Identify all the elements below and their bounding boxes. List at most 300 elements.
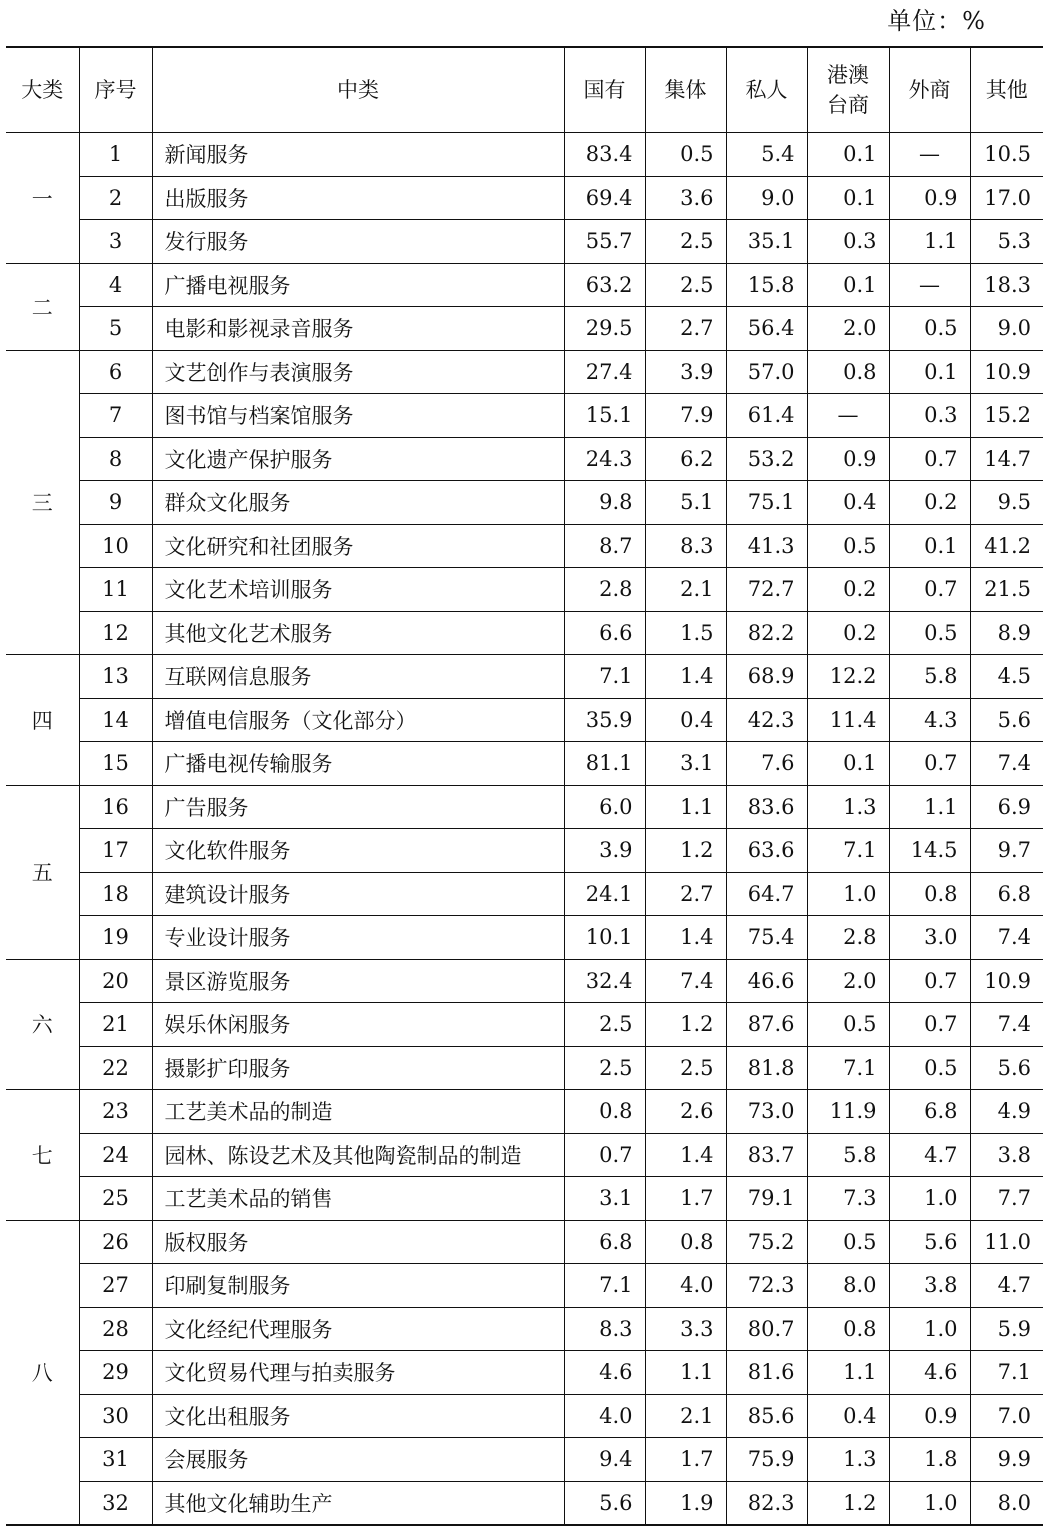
table-row [6,1481,1043,1525]
private-cell: 5.4 [726,133,807,177]
table-row [6,176,1043,220]
hk-macao-taiwan-cell: 7.3 [807,1177,889,1221]
table-row [6,220,1043,264]
state-owned-cell: 0.7 [564,1133,645,1177]
state-owned-cell: 29.5 [564,307,645,351]
state-owned-cell: 27.4 [564,350,645,394]
table-row [6,959,1043,1003]
hk-macao-taiwan-cell: 0.1 [807,742,889,786]
foreign-cell: 1.0 [889,1307,970,1351]
foreign-cell: 3.0 [889,916,970,960]
private-cell: 75.9 [726,1438,807,1482]
hk-macao-taiwan-cell: 0.2 [807,611,889,655]
foreign-cell: 4.7 [889,1133,970,1177]
table-row [6,524,1043,568]
seq-cell: 28 [79,1307,152,1351]
private-cell: 82.3 [726,1481,807,1525]
header-private: 私人 [726,47,807,133]
foreign-cell: 0.1 [889,524,970,568]
name-cell: 其他文化艺术服务 [152,611,564,655]
state-owned-cell: 63.2 [564,263,645,307]
state-owned-cell: 2.8 [564,568,645,612]
name-cell: 文艺创作与表演服务 [152,350,564,394]
name-cell: 出版服务 [152,176,564,220]
foreign-cell: 0.1 [889,350,970,394]
state-owned-cell: 4.0 [564,1394,645,1438]
table-row [6,1264,1043,1308]
collective-cell: 5.1 [645,481,726,525]
table-row [6,1307,1043,1351]
foreign-cell: 0.5 [889,1046,970,1090]
name-cell: 电影和影视录音服务 [152,307,564,351]
seq-cell: 12 [79,611,152,655]
header-foreign: 外商 [889,47,970,133]
foreign-cell: 0.7 [889,742,970,786]
hk-macao-taiwan-cell: 1.3 [807,1438,889,1482]
foreign-cell: 4.3 [889,698,970,742]
table-row [6,1220,1043,1264]
seq-cell: 27 [79,1264,152,1308]
private-cell: 81.6 [726,1351,807,1395]
other-cell: 5.6 [970,698,1043,742]
collective-cell: 2.1 [645,1394,726,1438]
other-cell: 6.8 [970,872,1043,916]
collective-cell: 1.4 [645,1133,726,1177]
other-cell: 8.0 [970,1481,1043,1525]
header-hk-line1: 港澳 [827,63,869,87]
collective-cell: 4.0 [645,1264,726,1308]
state-owned-cell: 0.8 [564,1090,645,1134]
other-cell: 7.0 [970,1394,1043,1438]
hk-macao-taiwan-cell: — [807,394,889,438]
private-cell: 15.8 [726,263,807,307]
table-row [6,568,1043,612]
table-body [6,133,1043,1526]
seq-cell: 23 [79,1090,152,1134]
other-cell: 10.5 [970,133,1043,177]
collective-cell: 2.6 [645,1090,726,1134]
unit-label: 单位：% [887,7,986,35]
name-cell: 摄影扩印服务 [152,1046,564,1090]
state-owned-cell: 32.4 [564,959,645,1003]
foreign-cell: 1.8 [889,1438,970,1482]
seq-cell: 15 [79,742,152,786]
state-owned-cell: 24.1 [564,872,645,916]
table-row [6,1046,1043,1090]
state-owned-cell: 7.1 [564,1264,645,1308]
name-cell: 版权服务 [152,1220,564,1264]
foreign-cell: 0.7 [889,1003,970,1047]
table-row [6,916,1043,960]
hk-macao-taiwan-cell: 11.9 [807,1090,889,1134]
collective-cell: 1.4 [645,916,726,960]
collective-cell: 2.5 [645,263,726,307]
hk-macao-taiwan-cell: 1.2 [807,1481,889,1525]
state-owned-cell: 8.7 [564,524,645,568]
other-cell: 41.2 [970,524,1043,568]
hk-macao-taiwan-cell: 0.8 [807,350,889,394]
private-cell: 56.4 [726,307,807,351]
table-row [6,1177,1043,1221]
hk-macao-taiwan-cell: 12.2 [807,655,889,699]
name-cell: 发行服务 [152,220,564,264]
name-cell: 群众文化服务 [152,481,564,525]
hk-macao-taiwan-cell: 8.0 [807,1264,889,1308]
category-cell: 七 [6,1090,79,1221]
hk-macao-taiwan-cell: 1.0 [807,872,889,916]
name-cell: 娱乐休闲服务 [152,1003,564,1047]
other-cell: 11.0 [970,1220,1043,1264]
collective-cell: 1.2 [645,829,726,873]
data-table [6,46,1043,1526]
state-owned-cell: 2.5 [564,1046,645,1090]
hk-macao-taiwan-cell: 0.1 [807,263,889,307]
other-cell: 10.9 [970,959,1043,1003]
name-cell: 建筑设计服务 [152,872,564,916]
state-owned-cell: 15.1 [564,394,645,438]
private-cell: 57.0 [726,350,807,394]
collective-cell: 3.3 [645,1307,726,1351]
other-cell: 7.4 [970,1003,1043,1047]
seq-cell: 24 [79,1133,152,1177]
collective-cell: 2.7 [645,872,726,916]
seq-cell: 13 [79,655,152,699]
name-cell: 文化艺术培训服务 [152,568,564,612]
foreign-cell: 0.3 [889,394,970,438]
header-hk-line2: 台商 [827,93,869,117]
state-owned-cell: 81.1 [564,742,645,786]
other-cell: 14.7 [970,437,1043,481]
collective-cell: 1.7 [645,1177,726,1221]
other-cell: 8.9 [970,611,1043,655]
foreign-cell: 1.0 [889,1177,970,1221]
hk-macao-taiwan-cell: 7.1 [807,1046,889,1090]
seq-cell: 2 [79,176,152,220]
foreign-cell: 0.5 [889,611,970,655]
foreign-cell: 5.8 [889,655,970,699]
state-owned-cell: 83.4 [564,133,645,177]
private-cell: 68.9 [726,655,807,699]
foreign-cell: 14.5 [889,829,970,873]
collective-cell: 1.2 [645,1003,726,1047]
foreign-cell: 5.6 [889,1220,970,1264]
table-row [6,263,1043,307]
seq-cell: 16 [79,785,152,829]
private-cell: 82.2 [726,611,807,655]
state-owned-cell: 6.0 [564,785,645,829]
hk-macao-taiwan-cell: 2.8 [807,916,889,960]
seq-cell: 11 [79,568,152,612]
name-cell: 景区游览服务 [152,959,564,1003]
hk-macao-taiwan-cell: 5.8 [807,1133,889,1177]
collective-cell: 1.1 [645,785,726,829]
table-row [6,1003,1043,1047]
hk-macao-taiwan-cell: 0.4 [807,481,889,525]
foreign-cell: 1.1 [889,220,970,264]
category-cell: 八 [6,1220,79,1525]
collective-cell: 0.5 [645,133,726,177]
private-cell: 63.6 [726,829,807,873]
seq-cell: 3 [79,220,152,264]
foreign-cell: 0.5 [889,307,970,351]
foreign-cell: 0.2 [889,481,970,525]
collective-cell: 2.1 [645,568,726,612]
name-cell: 增值电信服务（文化部分） [152,698,564,742]
other-cell: 18.3 [970,263,1043,307]
table-row [6,1438,1043,1482]
other-cell: 7.4 [970,916,1043,960]
foreign-cell: 0.7 [889,959,970,1003]
state-owned-cell: 3.1 [564,1177,645,1221]
seq-cell: 29 [79,1351,152,1395]
private-cell: 53.2 [726,437,807,481]
hk-macao-taiwan-cell: 0.2 [807,568,889,612]
seq-cell: 7 [79,394,152,438]
seq-cell: 30 [79,1394,152,1438]
seq-cell: 19 [79,916,152,960]
seq-cell: 9 [79,481,152,525]
foreign-cell: — [889,263,970,307]
hk-macao-taiwan-cell: 2.0 [807,307,889,351]
hk-macao-taiwan-cell: 0.5 [807,1220,889,1264]
private-cell: 85.6 [726,1394,807,1438]
name-cell: 文化软件服务 [152,829,564,873]
foreign-cell: 0.9 [889,1394,970,1438]
state-owned-cell: 2.5 [564,1003,645,1047]
private-cell: 42.3 [726,698,807,742]
category-cell: 六 [6,959,79,1090]
collective-cell: 0.8 [645,1220,726,1264]
collective-cell: 8.3 [645,524,726,568]
other-cell: 10.9 [970,350,1043,394]
name-cell: 文化遗产保护服务 [152,437,564,481]
header-state-owned: 国有 [564,47,645,133]
collective-cell: 2.5 [645,1046,726,1090]
foreign-cell: — [889,133,970,177]
other-cell: 9.7 [970,829,1043,873]
seq-cell: 17 [79,829,152,873]
private-cell: 7.6 [726,742,807,786]
name-cell: 广播电视服务 [152,263,564,307]
table-row [6,481,1043,525]
name-cell: 园林、陈设艺术及其他陶瓷制品的制造 [152,1133,564,1177]
table-row [6,307,1043,351]
state-owned-cell: 24.3 [564,437,645,481]
table-row [6,437,1043,481]
category-cell: 二 [6,263,79,350]
hk-macao-taiwan-cell: 0.4 [807,1394,889,1438]
header-seq: 序号 [79,47,152,133]
hk-macao-taiwan-cell: 11.4 [807,698,889,742]
hk-macao-taiwan-cell: 0.9 [807,437,889,481]
seq-cell: 20 [79,959,152,1003]
name-cell: 文化研究和社团服务 [152,524,564,568]
table-row [6,872,1043,916]
table-row [6,611,1043,655]
private-cell: 41.3 [726,524,807,568]
foreign-cell: 4.6 [889,1351,970,1395]
foreign-cell: 0.8 [889,872,970,916]
table-row [6,1133,1043,1177]
foreign-cell: 0.7 [889,568,970,612]
seq-cell: 31 [79,1438,152,1482]
private-cell: 61.4 [726,394,807,438]
name-cell: 新闻服务 [152,133,564,177]
other-cell: 7.4 [970,742,1043,786]
table-row [6,829,1043,873]
category-cell: 五 [6,785,79,959]
other-cell: 5.9 [970,1307,1043,1351]
other-cell: 17.0 [970,176,1043,220]
collective-cell: 7.9 [645,394,726,438]
foreign-cell: 0.9 [889,176,970,220]
hk-macao-taiwan-cell: 0.5 [807,1003,889,1047]
other-cell: 6.9 [970,785,1043,829]
hk-macao-taiwan-cell: 0.3 [807,220,889,264]
other-cell: 5.3 [970,220,1043,264]
other-cell: 4.7 [970,1264,1043,1308]
header-other: 其他 [970,47,1043,133]
private-cell: 87.6 [726,1003,807,1047]
collective-cell: 7.4 [645,959,726,1003]
seq-cell: 32 [79,1481,152,1525]
table-row [6,698,1043,742]
seq-cell: 25 [79,1177,152,1221]
collective-cell: 1.1 [645,1351,726,1395]
private-cell: 72.3 [726,1264,807,1308]
other-cell: 15.2 [970,394,1043,438]
collective-cell: 6.2 [645,437,726,481]
collective-cell: 1.9 [645,1481,726,1525]
name-cell: 广告服务 [152,785,564,829]
state-owned-cell: 69.4 [564,176,645,220]
other-cell: 3.8 [970,1133,1043,1177]
private-cell: 83.7 [726,1133,807,1177]
private-cell: 83.6 [726,785,807,829]
state-owned-cell: 9.4 [564,1438,645,1482]
seq-cell: 26 [79,1220,152,1264]
other-cell: 5.6 [970,1046,1043,1090]
header-category: 大类 [6,47,79,133]
private-cell: 79.1 [726,1177,807,1221]
private-cell: 75.1 [726,481,807,525]
collective-cell: 3.9 [645,350,726,394]
category-cell: 四 [6,655,79,786]
state-owned-cell: 10.1 [564,916,645,960]
name-cell: 文化经纪代理服务 [152,1307,564,1351]
name-cell: 会展服务 [152,1438,564,1482]
foreign-cell: 3.8 [889,1264,970,1308]
hk-macao-taiwan-cell: 0.1 [807,133,889,177]
table-row [6,1394,1043,1438]
category-cell: 一 [6,133,79,264]
private-cell: 73.0 [726,1090,807,1134]
name-cell: 广播电视传输服务 [152,742,564,786]
seq-cell: 6 [79,350,152,394]
other-cell: 7.7 [970,1177,1043,1221]
private-cell: 80.7 [726,1307,807,1351]
header-collective: 集体 [645,47,726,133]
state-owned-cell: 9.8 [564,481,645,525]
state-owned-cell: 7.1 [564,655,645,699]
private-cell: 81.8 [726,1046,807,1090]
seq-cell: 4 [79,263,152,307]
state-owned-cell: 3.9 [564,829,645,873]
private-cell: 75.2 [726,1220,807,1264]
hk-macao-taiwan-cell: 1.1 [807,1351,889,1395]
collective-cell: 0.4 [645,698,726,742]
header-name: 中类 [152,47,564,133]
other-cell: 4.5 [970,655,1043,699]
state-owned-cell: 8.3 [564,1307,645,1351]
seq-cell: 14 [79,698,152,742]
table-row [6,394,1043,438]
seq-cell: 8 [79,437,152,481]
state-owned-cell: 5.6 [564,1481,645,1525]
state-owned-cell: 6.8 [564,1220,645,1264]
header-hk-macao-taiwan [807,47,889,133]
collective-cell: 2.7 [645,307,726,351]
table-row [6,655,1043,699]
collective-cell: 2.5 [645,220,726,264]
state-owned-cell: 6.6 [564,611,645,655]
private-cell: 9.0 [726,176,807,220]
hk-macao-taiwan-cell: 0.8 [807,1307,889,1351]
hk-macao-taiwan-cell: 0.5 [807,524,889,568]
table-row [6,742,1043,786]
header-row [6,47,1043,133]
name-cell: 其他文化辅助生产 [152,1481,564,1525]
name-cell: 工艺美术品的制造 [152,1090,564,1134]
other-cell: 9.9 [970,1438,1043,1482]
other-cell: 4.9 [970,1090,1043,1134]
foreign-cell: 1.0 [889,1481,970,1525]
seq-cell: 1 [79,133,152,177]
table-row [6,133,1043,177]
collective-cell: 1.5 [645,611,726,655]
hk-macao-taiwan-cell: 2.0 [807,959,889,1003]
state-owned-cell: 4.6 [564,1351,645,1395]
name-cell: 文化出租服务 [152,1394,564,1438]
state-owned-cell: 55.7 [564,220,645,264]
seq-cell: 22 [79,1046,152,1090]
hk-macao-taiwan-cell: 0.1 [807,176,889,220]
table-row [6,350,1043,394]
foreign-cell: 6.8 [889,1090,970,1134]
private-cell: 72.7 [726,568,807,612]
name-cell: 文化贸易代理与拍卖服务 [152,1351,564,1395]
collective-cell: 3.1 [645,742,726,786]
seq-cell: 10 [79,524,152,568]
private-cell: 46.6 [726,959,807,1003]
collective-cell: 1.7 [645,1438,726,1482]
name-cell: 工艺美术品的销售 [152,1177,564,1221]
hk-macao-taiwan-cell: 7.1 [807,829,889,873]
private-cell: 64.7 [726,872,807,916]
state-owned-cell: 35.9 [564,698,645,742]
other-cell: 9.5 [970,481,1043,525]
name-cell: 印刷复制服务 [152,1264,564,1308]
other-cell: 9.0 [970,307,1043,351]
collective-cell: 3.6 [645,176,726,220]
other-cell: 7.1 [970,1351,1043,1395]
hk-macao-taiwan-cell: 1.3 [807,785,889,829]
name-cell: 图书馆与档案馆服务 [152,394,564,438]
other-cell: 21.5 [970,568,1043,612]
table-row [6,785,1043,829]
seq-cell: 21 [79,1003,152,1047]
table-row [6,1090,1043,1134]
